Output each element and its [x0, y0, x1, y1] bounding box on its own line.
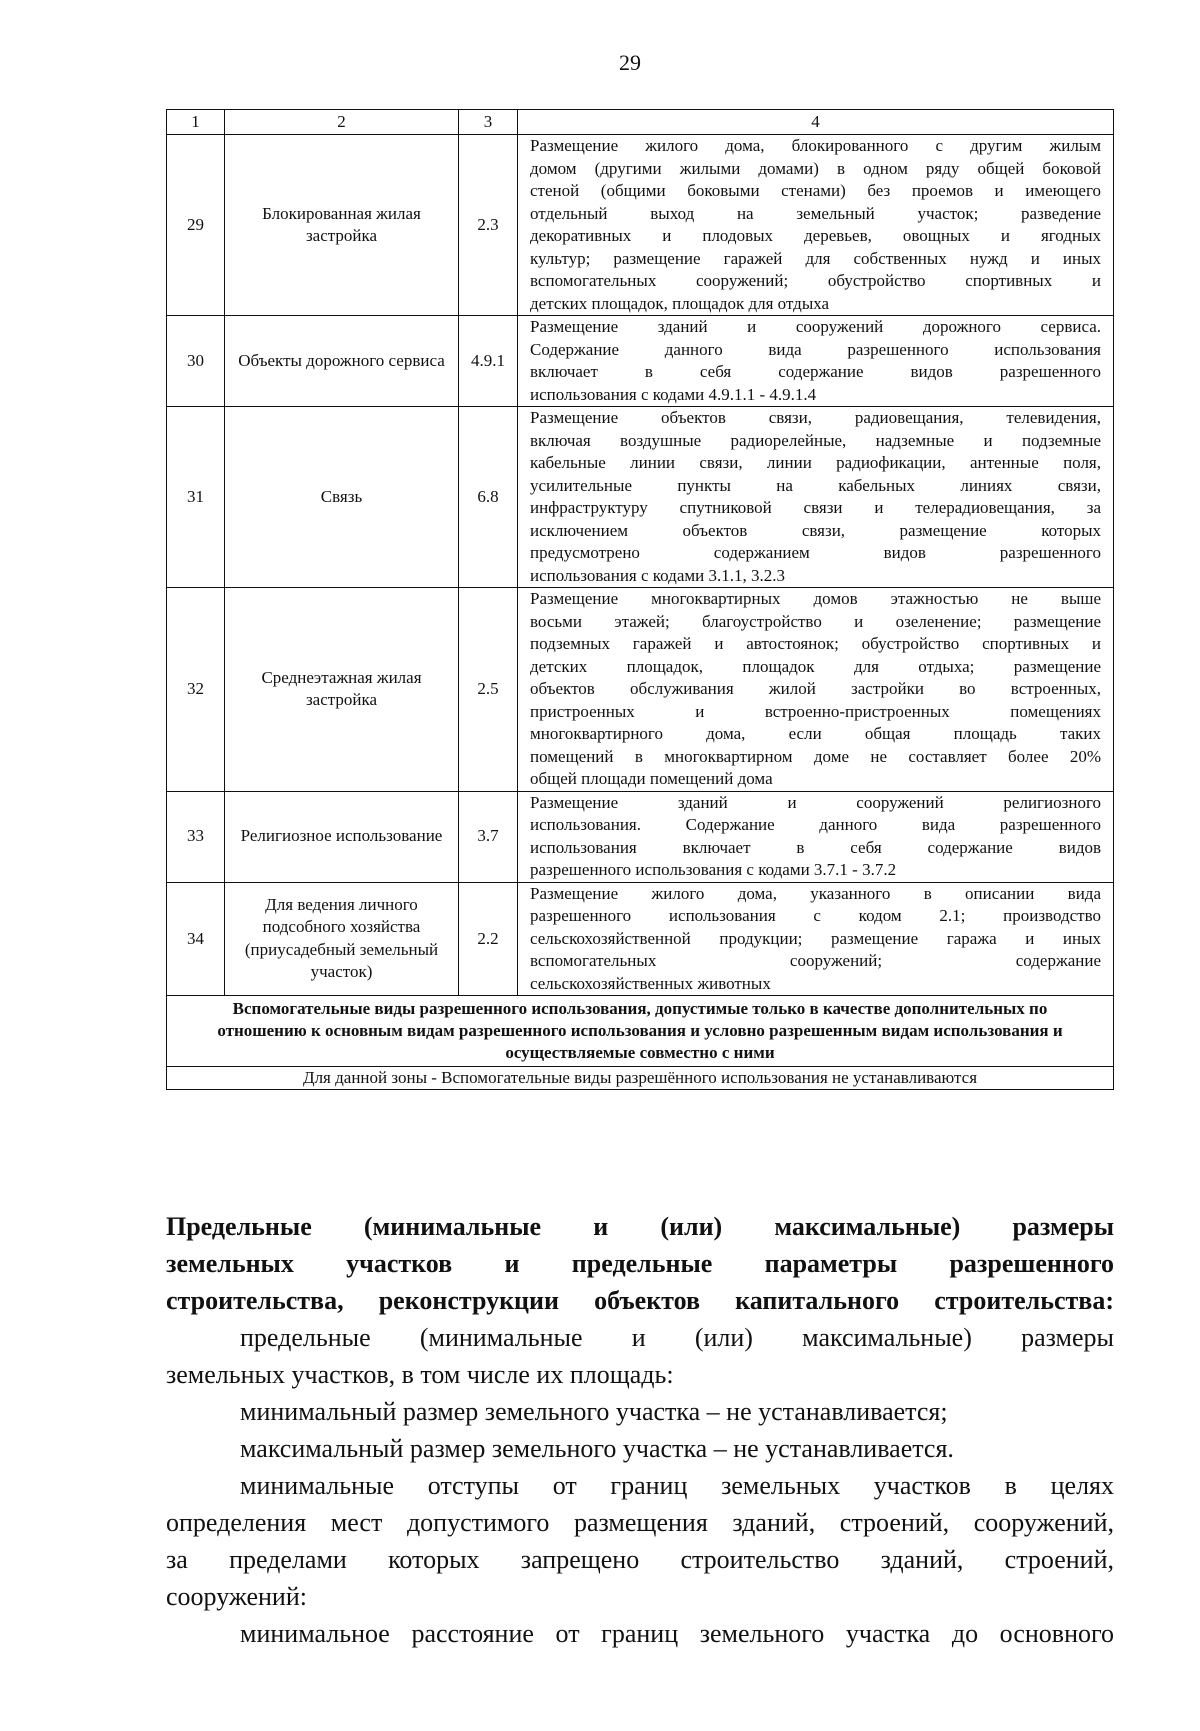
- header-col-4: 4: [518, 110, 1114, 135]
- description-line: Размещение зданий и сооружений дорожного сервиса.: [530, 317, 1101, 336]
- p4-line-4: сооружений:: [166, 1582, 307, 1611]
- header-col-2: 2: [225, 110, 459, 135]
- table-row: [167, 791, 1114, 882]
- row-number: 31: [167, 407, 225, 588]
- table-row: [167, 588, 1114, 792]
- description-line: сельскохозяйственной продукции; размещение гаража и иных: [530, 928, 1101, 948]
- description-line: помещений в многоквартирном доме не составляет более 20%: [530, 746, 1101, 766]
- use-type-code: 2.3: [459, 135, 518, 316]
- description-line: декоративных и плодовых деревьев, овощных и ягодных: [530, 226, 1101, 245]
- description-line: включает в себя содержание видов разрешенного: [530, 362, 1101, 381]
- heading-line-2: земельных участков и предельные параметры разрешенного: [166, 1249, 1114, 1278]
- land-use-table: [166, 109, 1114, 1090]
- description-line: вспомогательных сооружений; обустройство спортивных и: [530, 271, 1101, 290]
- p4-line-1: минимальные отступы от границ земельных участков в целях: [240, 1471, 1114, 1500]
- use-type-description: [518, 316, 1114, 407]
- description-line: кабельные линии связи, линии радиофикации, антенные поля,: [530, 453, 1101, 472]
- description-line: усилительные пункты на кабельных линиях связи,: [530, 475, 1101, 495]
- description-line: исключением объектов связи, размещение которых: [530, 520, 1101, 540]
- description-line: использования включает в себя содержание видов: [530, 837, 1101, 857]
- header-col-3: 3: [459, 110, 518, 135]
- use-type-description: [518, 588, 1114, 792]
- description-line: домом (другими жилыми домами) в одном ряду общей боковой: [530, 158, 1101, 178]
- table-row: [167, 882, 1114, 996]
- description-line: восьми этажей; благоустройство и озеленение; размещение: [530, 611, 1101, 631]
- row-number: 30: [167, 316, 225, 407]
- row-number: 34: [167, 882, 225, 996]
- description-line: подземных гаражей и автостоянок; обустройство спортивных и: [530, 634, 1101, 653]
- p1-line-2: земельных участков, в том числе их площадь:: [166, 1360, 674, 1389]
- description-line: использования с кодами 4.9.1.1 - 4.9.1.4: [530, 384, 817, 404]
- heading-line-1: Предельные (минимальные и (или) максимальные) размеры: [166, 1212, 1114, 1241]
- use-type-code: 3.7: [459, 791, 518, 882]
- description-line: сельскохозяйственных животных: [530, 973, 771, 993]
- table-header-row: [167, 110, 1114, 135]
- p5-line-1: минимальное расстояние от границ земельного участка до основного: [240, 1619, 1114, 1648]
- page-number: 29: [619, 50, 641, 75]
- use-type-description: [518, 791, 1114, 882]
- row-number: 29: [167, 135, 225, 316]
- table-row: [167, 316, 1114, 407]
- description-line: пристроенных и встроенно-пристроенных помещениях: [530, 701, 1101, 721]
- auxiliary-note: Вспомогательные виды разрешенного использования, допустимые только в качестве дополнительных по отношению к основным видам разрешенного использования и условно разрешенным видам использования и осуществляемые совместно с ними: [167, 996, 1114, 1067]
- description-line: разрешенного использования с кодом 2.1; производство: [530, 906, 1101, 925]
- use-type-code: 4.9.1: [459, 316, 518, 407]
- p2-min-size: минимальный размер земельного участка – не устанавливается;: [240, 1397, 948, 1426]
- use-type-code: 2.5: [459, 588, 518, 792]
- description-line: использования с кодами 3.1.1, 3.2.3: [530, 565, 785, 585]
- description-line: Размещение жилого дома, указанного в описании вида: [530, 883, 1101, 903]
- description-line: культур; размещение гаражей для собственных нужд и иных: [530, 248, 1101, 268]
- description-line: объектов обслуживания жилой застройки во встроенных,: [530, 679, 1101, 698]
- description-line: Размещение многоквартирных домов этажностью не выше: [530, 589, 1101, 608]
- zone-note: Для данной зоны - Вспомогательные виды разрешённого использования не устанавливаются: [167, 1067, 1114, 1090]
- table-row: [167, 135, 1114, 316]
- description-line: отдельный выход на земельный участок; разведение: [530, 203, 1101, 223]
- description-line: детских площадок, площадок для отдыха: [530, 293, 830, 313]
- description-line: стеной (общими боковыми стенами) без проемов и имеющего: [530, 181, 1101, 200]
- description-line: общей площади помещений дома: [530, 769, 773, 788]
- heading-line-3: строительства, реконструкции объектов капитального строительства:: [166, 1286, 1114, 1315]
- use-type-description: [518, 135, 1114, 316]
- p3-max-size: максимальный размер земельного участка – не устанавливается.: [240, 1434, 954, 1463]
- description-line: разрешенного использования с кодами 3.7.1 - 3.7.2: [530, 860, 897, 879]
- use-type-name: Религиозное использование: [225, 791, 459, 882]
- header-col-1: 1: [167, 110, 225, 135]
- use-type-description: [518, 882, 1114, 996]
- use-type-code: 6.8: [459, 407, 518, 588]
- description-line: детских площадок, площадок для отдыха; размещение: [530, 656, 1101, 676]
- description-line: включая воздушные радиорелейные, надземные и подземные: [530, 430, 1101, 450]
- description-line: Размещение жилого дома, блокированного с другим жилым: [530, 136, 1101, 155]
- use-type-name: Связь: [225, 407, 459, 588]
- zone-note-row: [167, 1067, 1114, 1090]
- use-type-name: Среднеэтажная жилая застройка: [225, 588, 459, 792]
- use-type-name: Блокированная жилая застройка: [225, 135, 459, 316]
- description-line: вспомогательных сооружений; содержание: [530, 951, 1101, 970]
- description-line: использования. Содержание данного вида разрешенного: [530, 815, 1101, 834]
- row-number: 32: [167, 588, 225, 792]
- description-line: Размещение зданий и сооружений религиозного: [530, 792, 1101, 812]
- description-line: инфраструктуру спутниковой связи и телерадиовещания, за: [530, 498, 1101, 517]
- p4-line-2: определения мест допустимого размещения зданий, строений, сооружений,: [166, 1508, 1114, 1537]
- use-type-name: Для ведения личного подсобного хозяйства (приусадебный земельный участок): [225, 882, 459, 996]
- row-number: 33: [167, 791, 225, 882]
- description-line: предусмотрено содержанием видов разрешенного: [530, 543, 1101, 562]
- description-line: многоквартирного дома, если общая площадь таких: [530, 724, 1101, 743]
- auxiliary-note-row: [167, 996, 1114, 1067]
- table-row: [167, 407, 1114, 588]
- use-type-description: [518, 407, 1114, 588]
- p1-line-1: предельные (минимальные и (или) максимальные) размеры: [240, 1323, 1114, 1352]
- description-line: Содержание данного вида разрешенного использования: [530, 339, 1101, 359]
- paragraph-sizes: [166, 1319, 1114, 1652]
- use-type-code: 2.2: [459, 882, 518, 996]
- use-type-name: Объекты дорожного сервиса: [225, 316, 459, 407]
- p4-line-3: за пределами которых запрещено строительство зданий, строений,: [166, 1545, 1114, 1574]
- limits-heading: [166, 1208, 1114, 1319]
- description-line: Размещение объектов связи, радиовещания, телевидения,: [530, 408, 1101, 427]
